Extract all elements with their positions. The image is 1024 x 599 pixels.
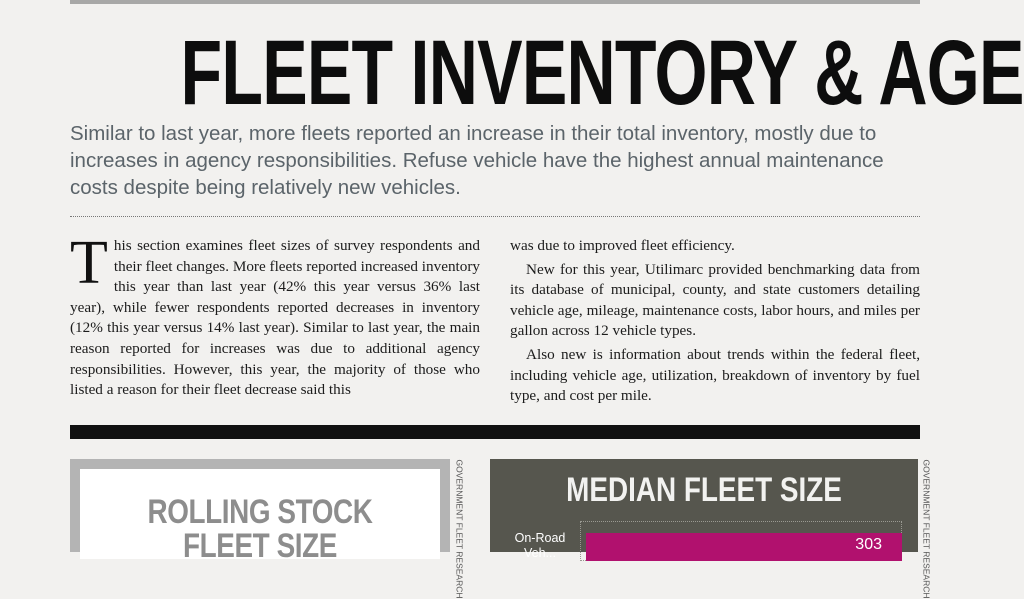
body-paragraph: New for this year, Utilimarc provided benchmarking data from its database of municipal, county, and state customers detailing vehicle age, mileage, maintenance costs, labor hours, and miles per gallon across 12 vehicle types. <box>510 260 920 340</box>
bar-on-road <box>586 533 902 561</box>
rolling-stock-title-line1: ROLLING STOCK <box>147 493 373 531</box>
body-paragraph <box>70 229 480 401</box>
body-paragraph-text: his section examines fleet sizes of survey respondents and their fleet changes. More fleets reported increased inventory this year than last year (42% this year versus 36% last year), while fewer respondents reported decreases in inventory (12% this year versus 14% last year). Similar to last year, the main reason reported for increases was due to additional agency responsibilities. However, this year, the majority of those who listed a reason for their fleet decrease said this <box>70 237 480 399</box>
bar-category-label: On-Road Veh... <box>514 531 566 560</box>
body-column-right <box>510 236 920 410</box>
page-headline: FLEET INVENTORY & AGE <box>180 22 1024 124</box>
body-column-left <box>70 229 480 404</box>
rolling-stock-title-line2: FLEET SIZE <box>183 527 337 565</box>
bar-value-label: 303 <box>855 536 882 553</box>
drop-cap: T <box>70 229 108 297</box>
rolling-stock-title <box>112 495 407 563</box>
median-fleet-credit: GOVERNMENT FLEET RESEARCH <box>921 459 932 599</box>
section-divider-bar <box>70 425 920 439</box>
rolling-stock-panel <box>70 459 450 565</box>
top-decorative-strip <box>70 0 920 4</box>
rolling-stock-credit: GOVERNMENT FLEET RESEARCH <box>454 459 465 599</box>
dotted-divider <box>70 216 920 217</box>
median-fleet-panel <box>490 459 918 560</box>
body-paragraph: Also new is information about trends within the federal fleet, including vehicle age, utilization, breakdown of inventory by fuel type, and cost per mile. <box>510 345 920 405</box>
deck-summary: Similar to last year, more fleets reported an increase in their total inventory, mostly due to increases in agency responsibilities. Refuse vehicle have the highest annual maintenance costs despite being relatively new vehicles. <box>70 122 884 199</box>
rolling-stock-panel-inner <box>80 469 440 565</box>
body-paragraph: was due to improved fleet efficiency. <box>510 237 735 254</box>
median-fleet-title: MEDIAN FLEET SIZE <box>566 471 842 509</box>
